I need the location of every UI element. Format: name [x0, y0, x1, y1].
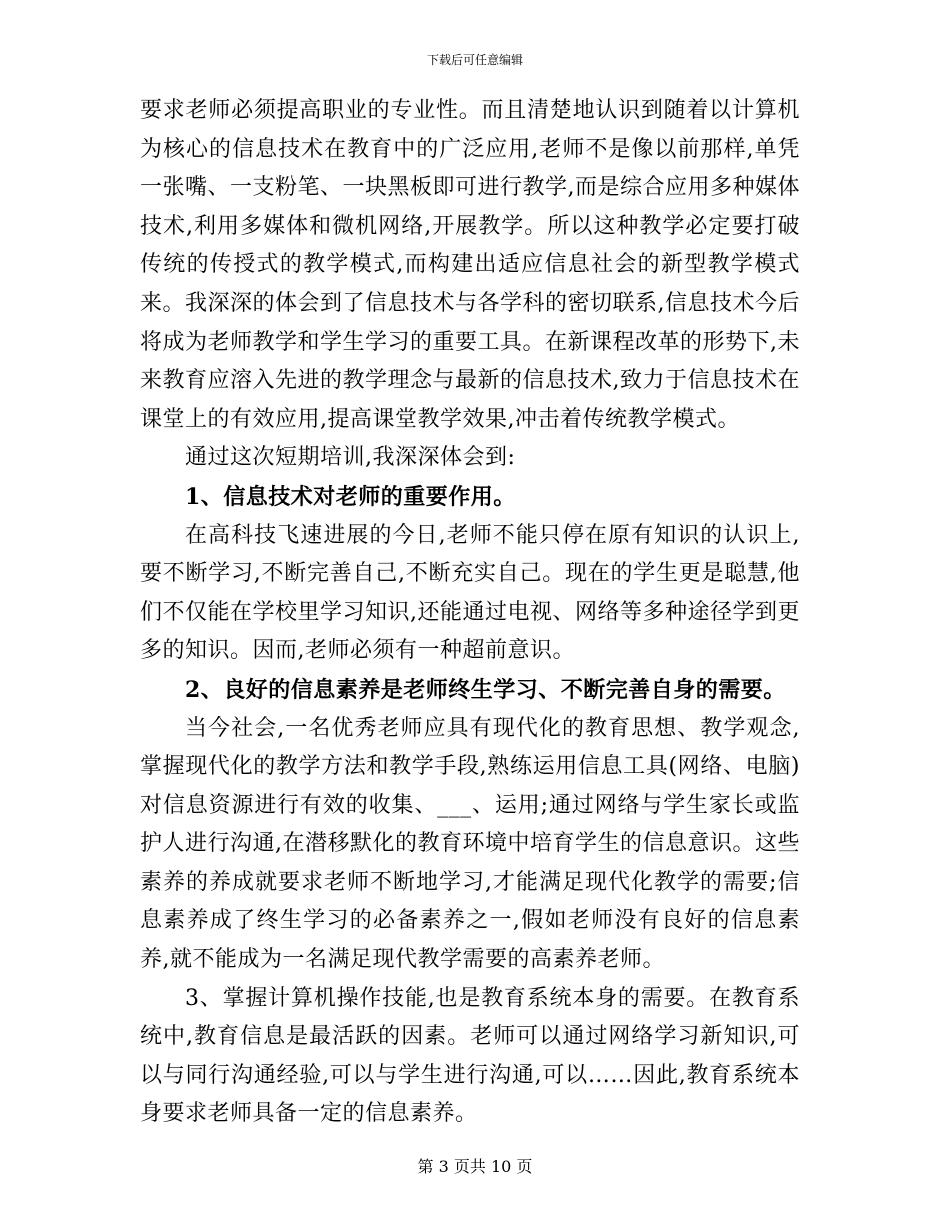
paragraph-intro: 要求老师必须提高职业的专业性。而且清楚地认识到随着以计算机为核心的信息技术在教育中的广泛应用,老师不是像以前那样,单凭一张嘴、一支粉笔、一块黑板即可进行教学,而是综合应用多种媒体技术,利用多媒体和微机网络,开展教学。所以这种教学必定要打破传统的传授式的教学模式,而构建出适应信息社会的新型教学模式来。我深深的体会到了信息技术与各学科的密切联系,信息技术今后将成为老师教学和学生学习的重要工具。在新课程改革的形势下,未来教育应溶入先进的教学理念与最新的信息技术,致力于信息技术在课堂上的有效应用,提高课堂教学效果,冲击着传统教学模式。 [140, 98, 800, 432]
heading-point-2: 2、良好的信息素养是老师终生学习、不断完善自身的需要。 [185, 676, 786, 703]
paragraph-training-summary: 通过这次短期培训,我深深体会到: [185, 445, 516, 471]
page-header: 下载后可任意编辑 [426, 53, 523, 67]
paragraph-point-2: 当今社会,一名优秀老师应具有现代化的教育思想、教学观念,掌握现代化的教学方法和教学手段,熟练运用信息工具(网络、电脑)对信息资源进行有效的收集、___、运用;通过网络与学生家长或监护人进行沟通,在潜移默化的教育环境中培育学生的信息意识。这些素养的养成就要求老师不断地学习,才能满足现代化教学的需要;信息素养成了终生学习的必备素养之一,假如老师没有良好的信息素养,就不能成为一名满足现代教学需要的高素养老师。 [140, 715, 800, 973]
paragraph-point-3: 3、掌握计算机操作技能,也是教育系统本身的需要。在教育系统中,教育信息是最活跃的因素。老师可以通过网络学习新知识,可以与同行沟通经验,可以与学生进行沟通,可以……因此,教育系统本身要求老师具备一定的信息素养。 [140, 985, 800, 1127]
document-body [140, 92, 800, 1134]
paragraph-point-1: 在高科技飞速进展的今日,老师不能只停在原有知识的认识上,要不断学习,不断完善自己,不断充实自己。现在的学生更是聪慧,他们不仅能在学校里学习知识,还能通过电视、网络等多种途径学到更多的知识。因而,老师必须有一种超前意识。 [140, 522, 800, 664]
page-footer: 第 3 页共 10 页 [417, 1157, 533, 1176]
heading-point-1: 1、信息技术对老师的重要作用。 [185, 483, 516, 510]
